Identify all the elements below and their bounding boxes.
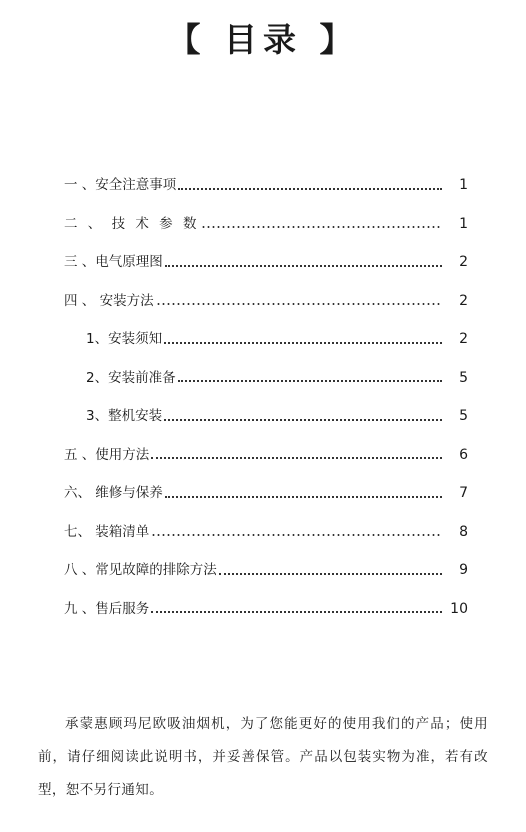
dot-leader xyxy=(156,303,442,305)
page-title: 【 目录 】 xyxy=(167,20,359,59)
toc-page-number: 5 xyxy=(459,408,468,425)
dot-leader xyxy=(178,379,442,382)
toc-page-number: 10 xyxy=(450,600,468,617)
toc-entry xyxy=(64,436,468,475)
dot-leader xyxy=(165,264,442,267)
toc-entry-label: 九 、售后服务 xyxy=(64,600,150,617)
toc-entry xyxy=(64,282,468,321)
dot-leader xyxy=(151,610,442,613)
toc-entry xyxy=(64,513,468,552)
toc-page-number: 8 xyxy=(459,523,468,540)
toc-entry-label: 五 、使用方法 xyxy=(64,446,150,463)
dot-leader xyxy=(151,456,442,459)
intro-note: 承蒙惠顾玛尼欧吸油烟机，为了您能更好的使用我们的产品；使用前，请仔细阅读此说明书，并妥善保管。产品以包装实物为准，若有改型，恕不另行通知。 xyxy=(38,716,488,798)
toc-entry xyxy=(64,474,468,513)
toc-entry-label: 3、整机安装 xyxy=(86,408,163,425)
toc-page-number: 7 xyxy=(459,485,468,502)
toc-entry-label: 七、 装箱清单 xyxy=(64,523,150,540)
dot-leader xyxy=(219,572,442,575)
toc-entry-label: 一 、安全注意事项 xyxy=(64,177,177,194)
toc-page-number: 2 xyxy=(459,292,468,309)
toc-entry-label: 六、 维修与保养 xyxy=(64,485,163,502)
toc-subentry xyxy=(64,397,468,436)
toc-entry-label: 八 、常见故障的排除方法 xyxy=(64,562,217,579)
toc-subentry xyxy=(64,320,468,359)
toc-entry xyxy=(64,243,468,282)
dot-leader xyxy=(164,341,442,344)
dot-leader xyxy=(165,495,442,498)
toc-subentry xyxy=(64,359,468,398)
toc-entry-label: 二 、 技 术 参 数 xyxy=(64,215,200,232)
toc-page-number: 6 xyxy=(459,446,468,463)
toc-page-number: 1 xyxy=(459,215,468,232)
dot-leader xyxy=(201,226,442,228)
table-of-contents xyxy=(64,166,468,628)
dot-leader xyxy=(178,187,442,190)
toc-entry xyxy=(64,590,468,629)
toc-page-number: 2 xyxy=(459,254,468,271)
toc-entry-label: 2、安装前准备 xyxy=(86,369,176,386)
toc-page-number: 1 xyxy=(459,177,468,194)
toc-entry xyxy=(64,166,468,205)
toc-entry xyxy=(64,205,468,244)
dot-leader xyxy=(151,534,442,536)
toc-entry-label: 1、安装须知 xyxy=(86,331,163,348)
dot-leader xyxy=(164,418,442,421)
toc-page-number: 5 xyxy=(459,369,468,386)
toc-page-number: 9 xyxy=(459,562,468,579)
toc-page-number: 2 xyxy=(459,331,468,348)
toc-entry xyxy=(64,551,468,590)
toc-entry-label: 四 、 安装方法 xyxy=(64,292,154,309)
toc-entry-label: 三 、电气原理图 xyxy=(64,254,163,271)
